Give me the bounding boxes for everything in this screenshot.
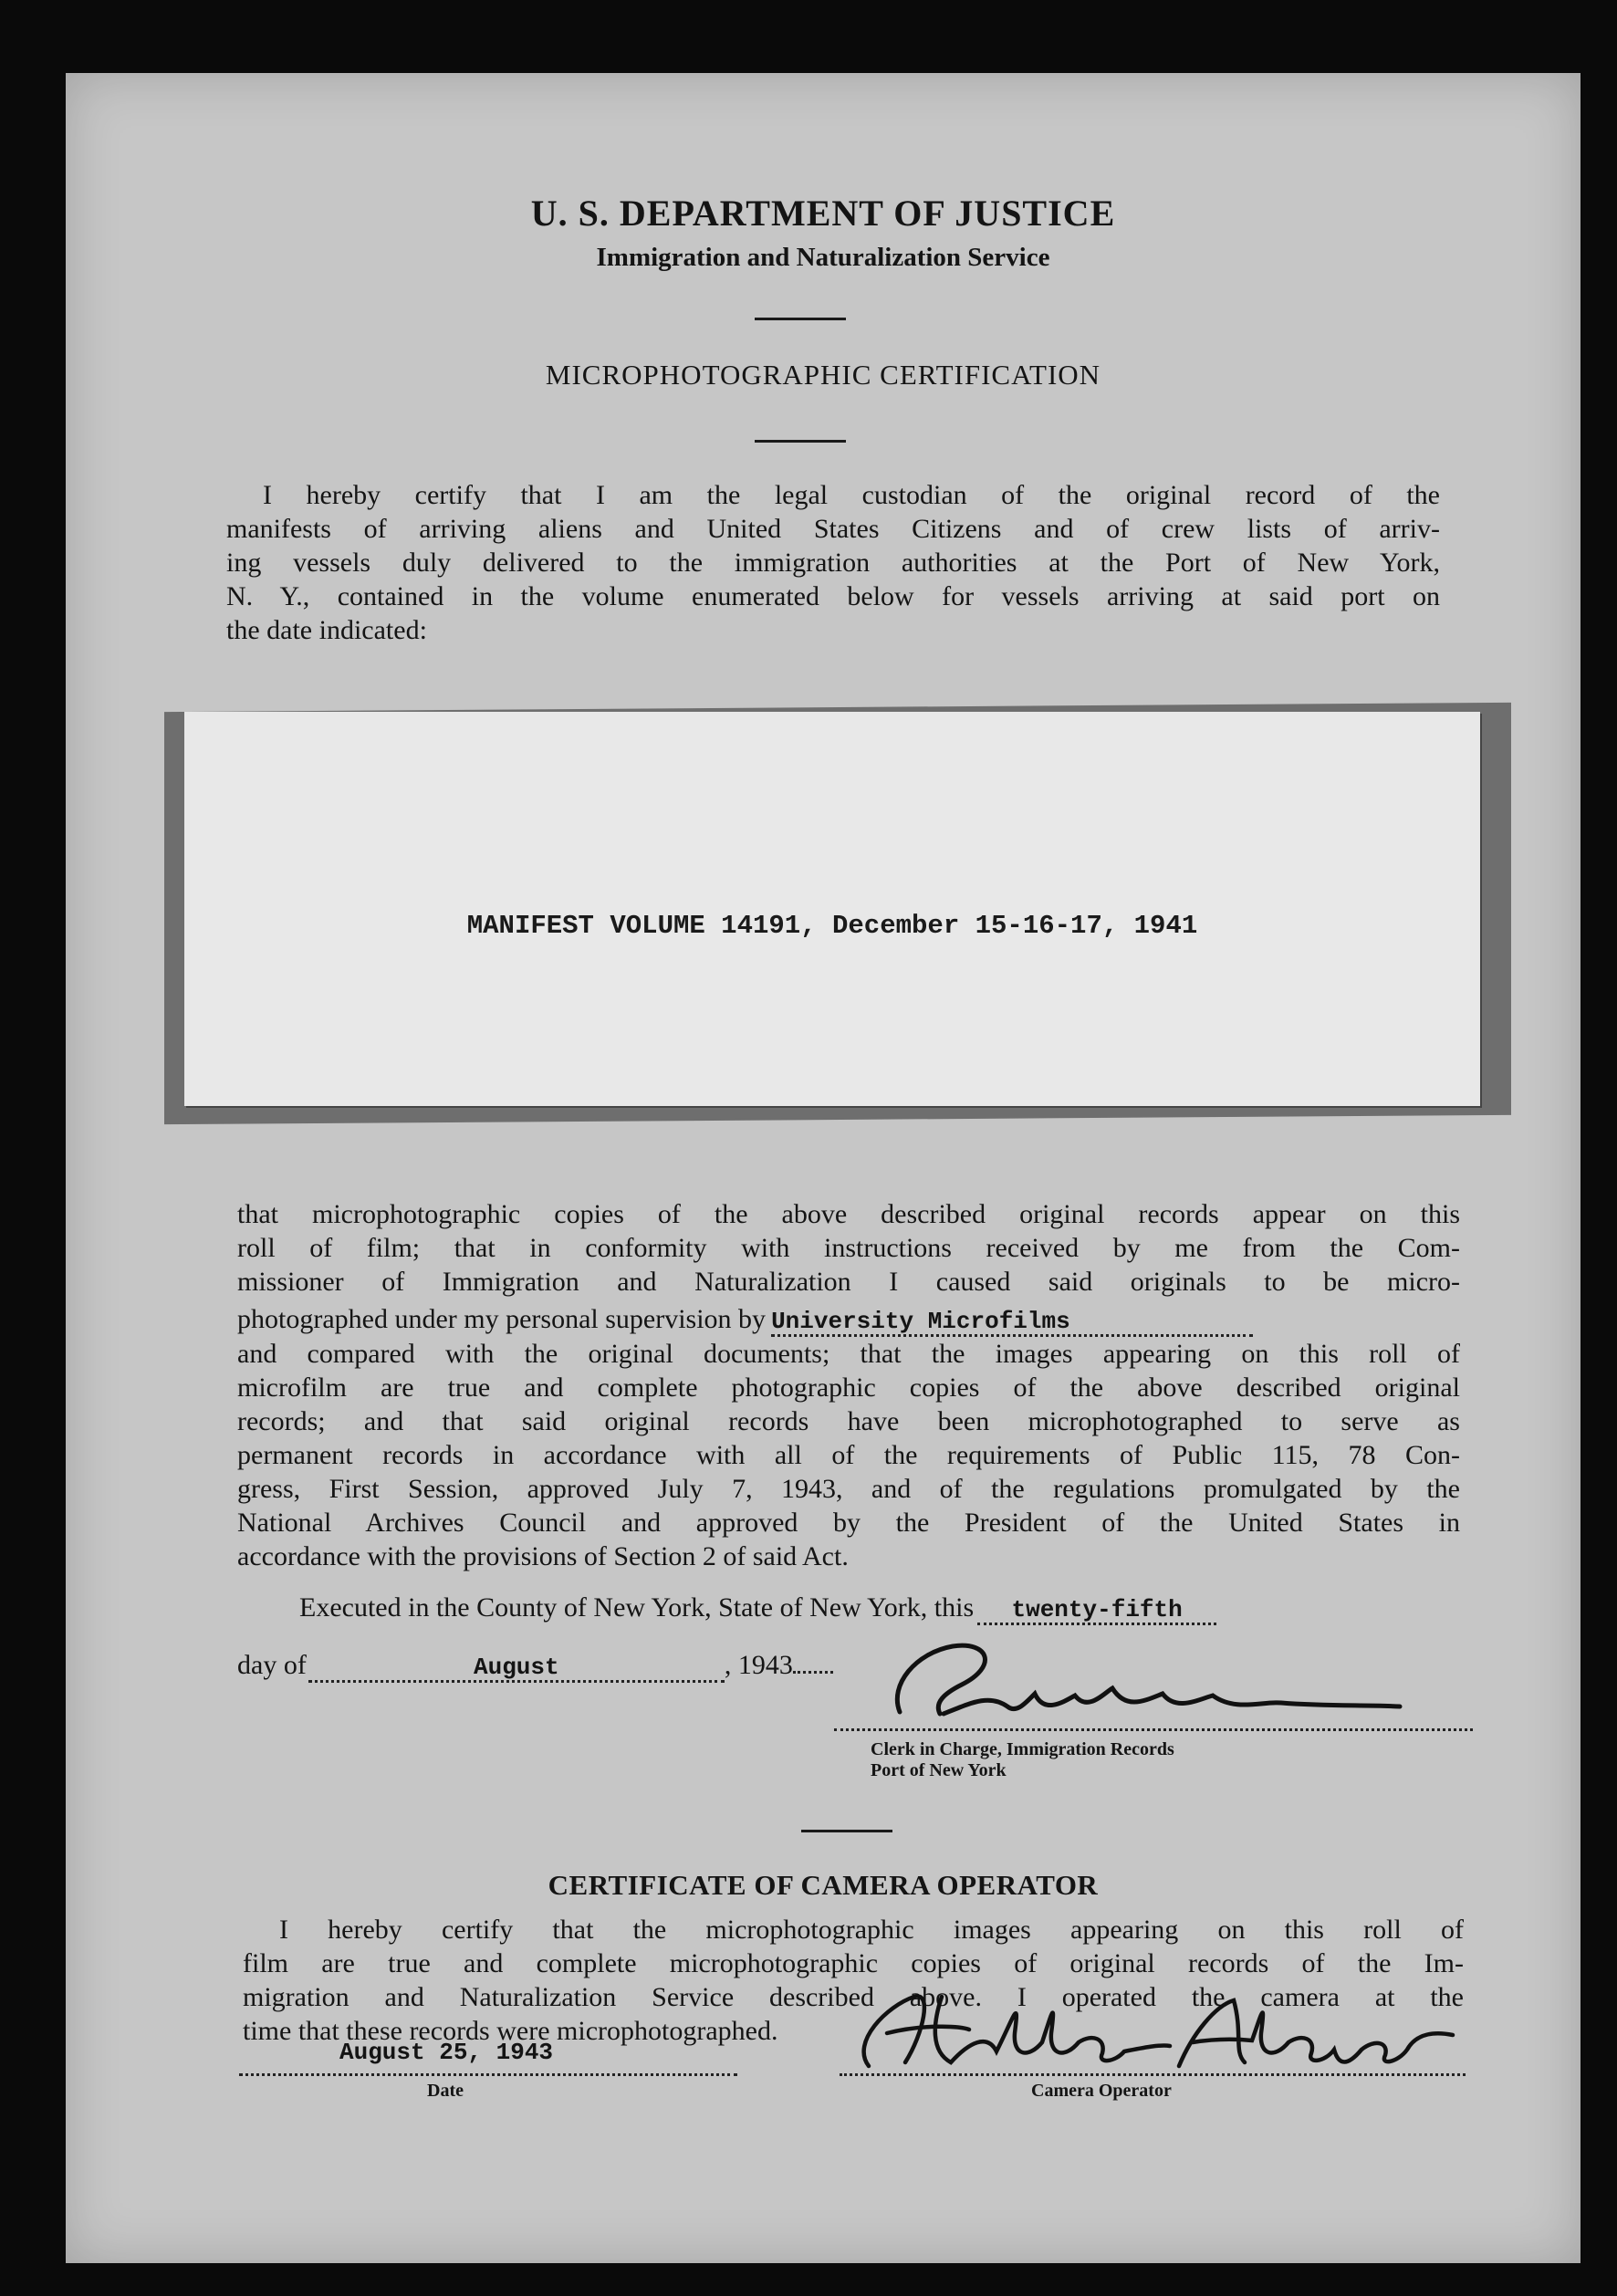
operator-certificate-title: CERTIFICATE OF CAMERA OPERATOR xyxy=(548,1869,1099,1901)
clerk-signature-line xyxy=(834,1728,1473,1731)
date-of-execution-line xyxy=(237,1650,833,1683)
manifest-insert-card xyxy=(184,712,1480,1106)
day-value: twenty-fifth xyxy=(1011,1596,1183,1623)
text-line: manifests of arriving aliens and United States Citizens and of crew lists of arriv- xyxy=(226,514,1440,544)
supervision-line xyxy=(237,1302,1460,1337)
divider xyxy=(755,440,846,443)
text-line: the date indicated: xyxy=(226,615,427,645)
certification-title: MICROPHOTOGRAPHIC CERTIFICATION xyxy=(545,359,1101,391)
clerk-title xyxy=(871,1739,1174,1781)
text-line: permanent records in accordance with all of the requirements of Public 115, 78 Con- xyxy=(237,1440,1460,1470)
text-line: film are true and complete microphotographic copies of original records of the Im- xyxy=(243,1948,1464,1978)
camera-operator-signature xyxy=(832,1978,1471,2079)
text-line: that microphotographic copies of the above described original records appear on this xyxy=(237,1199,1460,1229)
text-line: microfilm are true and complete photographic copies of the above described original xyxy=(237,1372,1460,1403)
divider xyxy=(755,318,846,320)
supervision-prefix: photographed under my personal supervision by xyxy=(237,1304,767,1334)
text-line: missioner of Immigration and Naturalization I caused said originals to be micro- xyxy=(237,1267,1460,1297)
text-line: migration and Naturalization Service described above. I operated the camera at the xyxy=(243,1982,1464,2012)
supervisor-field xyxy=(771,1307,1253,1337)
certification-body xyxy=(237,1197,1460,1573)
day-field xyxy=(977,1595,1216,1625)
text-line: and compared with the original documents; that the images appearing on this roll of xyxy=(237,1339,1460,1369)
execution-line xyxy=(299,1592,1460,1625)
clerk-signature xyxy=(852,1630,1418,1730)
day-of-label: day of xyxy=(237,1650,307,1680)
intro-paragraph xyxy=(226,478,1440,647)
year-text: , 1943 xyxy=(724,1650,793,1680)
text-line: gress, First Session, approved July 7, 1943, and of the regulations promulgated by the xyxy=(237,1474,1460,1504)
divider xyxy=(801,1830,892,1832)
text-line: National Archives Council and approved by the President of the United States in xyxy=(237,1508,1460,1538)
date-label: Date xyxy=(427,2081,464,2101)
department-title: U. S. DEPARTMENT OF JUSTICE xyxy=(530,193,1116,234)
service-subtitle: Immigration and Naturalization Service xyxy=(596,243,1050,272)
month-value: August xyxy=(474,1654,559,1681)
clerk-title-line: Clerk in Charge, Immigration Records xyxy=(871,1739,1174,1759)
execution-prefix: Executed in the County of New York, State of New York, this xyxy=(299,1592,975,1623)
text-line: I hereby certify that the microphotographic images appearing on this roll of xyxy=(279,1915,1464,1945)
operator-signature-line xyxy=(840,2073,1466,2076)
clerk-office-line: Port of New York xyxy=(871,1760,1007,1780)
text-line: accordance with the provisions of Section 2 of said Act. xyxy=(237,1541,849,1571)
text-line: records; and that said original records have been microphotographed to serve as xyxy=(237,1406,1460,1436)
date-line xyxy=(239,2073,737,2076)
certificate-sheet xyxy=(66,73,1580,2263)
operator-date-value: August 25, 1943 xyxy=(339,2039,554,2066)
manifest-volume-text: MANIFEST VOLUME 14191, December 15-16-17, 1941 xyxy=(466,911,1198,941)
text-line: I hereby certify that I am the legal custodian of the original record of the xyxy=(263,480,1440,510)
text-line: time that these records were microphotographed. xyxy=(243,2016,778,2046)
camera-operator-label: Camera Operator xyxy=(1031,2081,1172,2101)
text-line: N. Y., contained in the volume enumerated below for vessels arriving at said port on xyxy=(226,581,1440,611)
supervisor-value: University Microfilms xyxy=(771,1308,1070,1335)
year-dots xyxy=(793,1671,833,1674)
month-field xyxy=(308,1653,725,1683)
text-line: ing vessels duly delivered to the immigration authorities at the Port of New York, xyxy=(226,548,1440,578)
text-line: roll of film; that in conformity with instructions received by me from the Com- xyxy=(237,1233,1460,1263)
